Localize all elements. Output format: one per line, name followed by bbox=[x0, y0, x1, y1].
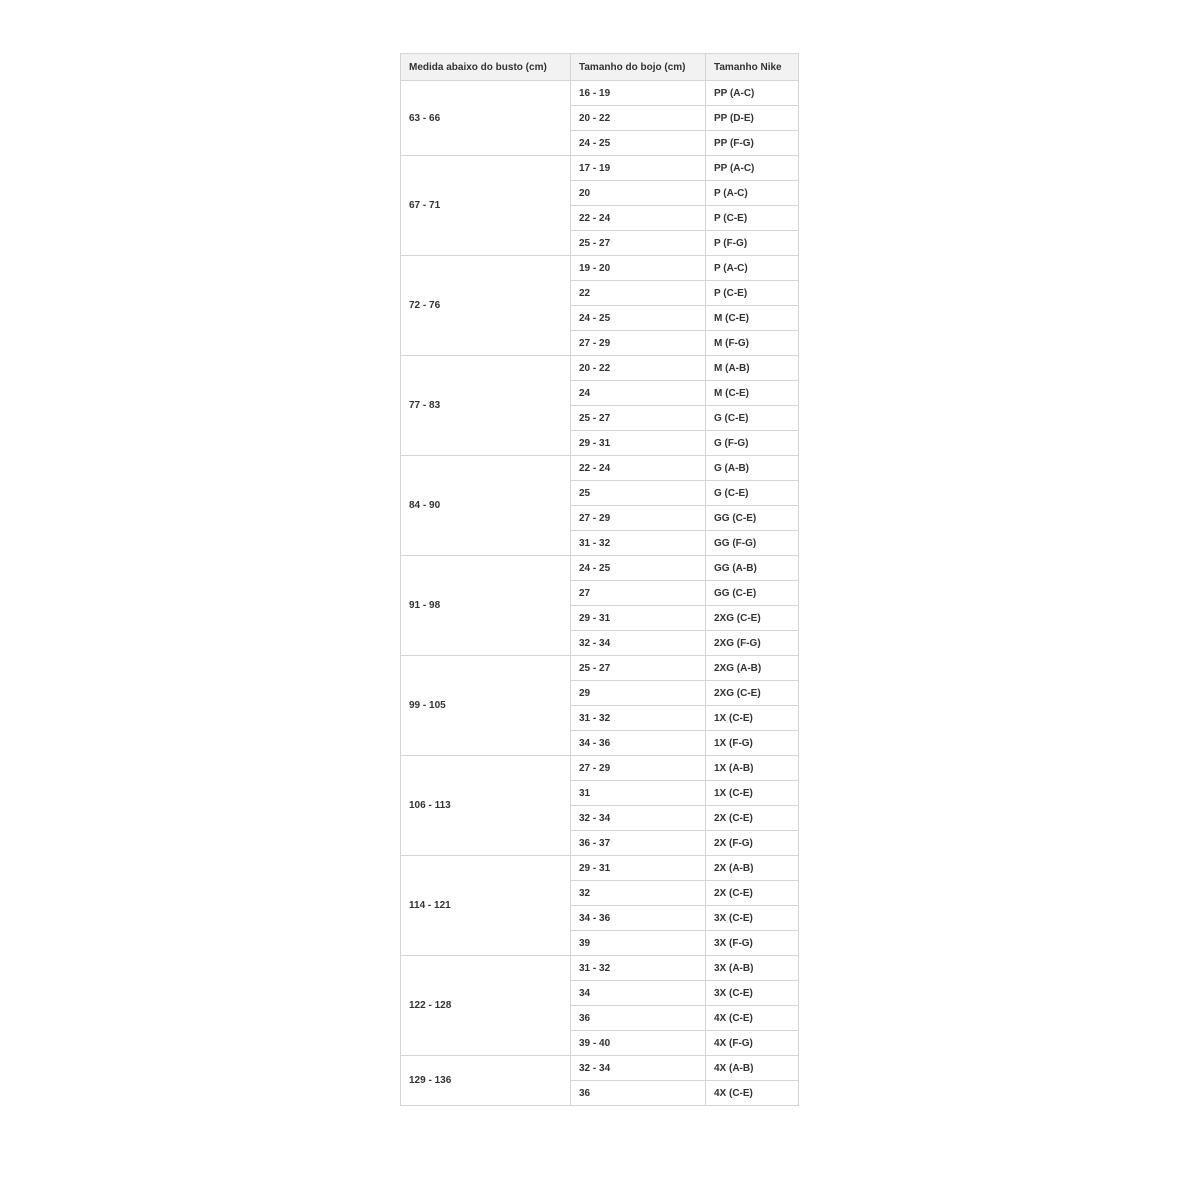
nike-size-cell: 3X (C-E) bbox=[706, 906, 799, 931]
nike-size-cell: 2X (C-E) bbox=[706, 881, 799, 906]
header-cup-size: Tamanho do bojo (cm) bbox=[571, 54, 706, 81]
header-nike-size: Tamanho Nike bbox=[706, 54, 799, 81]
nike-size-cell: M (C-E) bbox=[706, 306, 799, 331]
nike-size-cell: G (C-E) bbox=[706, 481, 799, 506]
nike-size-cell: G (C-E) bbox=[706, 406, 799, 431]
cup-size-cell: 34 - 36 bbox=[571, 906, 706, 931]
nike-size-cell: M (F-G) bbox=[706, 331, 799, 356]
cup-size-cell: 39 bbox=[571, 931, 706, 956]
cup-size-cell: 25 - 27 bbox=[571, 231, 706, 256]
nike-size-cell: 2XG (A-B) bbox=[706, 656, 799, 681]
nike-size-cell: G (A-B) bbox=[706, 456, 799, 481]
cup-size-cell: 36 - 37 bbox=[571, 831, 706, 856]
table-body bbox=[401, 81, 799, 1106]
cup-size-cell: 20 - 22 bbox=[571, 106, 706, 131]
nike-size-cell: 3X (C-E) bbox=[706, 981, 799, 1006]
underbust-cell: 99 - 105 bbox=[401, 656, 571, 756]
nike-size-cell: G (F-G) bbox=[706, 431, 799, 456]
table-row bbox=[401, 256, 799, 281]
underbust-cell: 114 - 121 bbox=[401, 856, 571, 956]
nike-size-cell: 4X (F-G) bbox=[706, 1031, 799, 1056]
underbust-cell: 77 - 83 bbox=[401, 356, 571, 456]
nike-size-cell: 3X (A-B) bbox=[706, 956, 799, 981]
cup-size-cell: 27 - 29 bbox=[571, 506, 706, 531]
cup-size-cell: 24 bbox=[571, 381, 706, 406]
table-header bbox=[401, 54, 799, 81]
cup-size-cell: 16 - 19 bbox=[571, 81, 706, 106]
nike-size-cell: PP (A-C) bbox=[706, 156, 799, 181]
underbust-cell: 129 - 136 bbox=[401, 1056, 571, 1106]
cup-size-cell: 29 - 31 bbox=[571, 606, 706, 631]
nike-size-cell: GG (C-E) bbox=[706, 581, 799, 606]
nike-size-cell: 1X (A-B) bbox=[706, 756, 799, 781]
nike-size-cell: P (F-G) bbox=[706, 231, 799, 256]
nike-size-cell: P (C-E) bbox=[706, 206, 799, 231]
nike-size-cell: P (C-E) bbox=[706, 281, 799, 306]
underbust-cell: 84 - 90 bbox=[401, 456, 571, 556]
cup-size-cell: 22 bbox=[571, 281, 706, 306]
table-row bbox=[401, 556, 799, 581]
cup-size-cell: 32 - 34 bbox=[571, 1056, 706, 1081]
table-row bbox=[401, 656, 799, 681]
nike-size-cell: 2XG (C-E) bbox=[706, 681, 799, 706]
cup-size-cell: 25 - 27 bbox=[571, 656, 706, 681]
nike-size-cell: 4X (C-E) bbox=[706, 1081, 799, 1106]
cup-size-cell: 27 - 29 bbox=[571, 331, 706, 356]
table-row bbox=[401, 1056, 799, 1081]
header-underbust: Medida abaixo do busto (cm) bbox=[401, 54, 571, 81]
cup-size-cell: 24 - 25 bbox=[571, 131, 706, 156]
cup-size-cell: 24 - 25 bbox=[571, 556, 706, 581]
nike-size-cell: GG (A-B) bbox=[706, 556, 799, 581]
cup-size-cell: 29 bbox=[571, 681, 706, 706]
cup-size-cell: 29 - 31 bbox=[571, 856, 706, 881]
cup-size-cell: 32 bbox=[571, 881, 706, 906]
underbust-cell: 67 - 71 bbox=[401, 156, 571, 256]
cup-size-cell: 27 - 29 bbox=[571, 756, 706, 781]
cup-size-cell: 32 - 34 bbox=[571, 806, 706, 831]
cup-size-cell: 31 - 32 bbox=[571, 706, 706, 731]
underbust-cell: 106 - 113 bbox=[401, 756, 571, 856]
nike-size-cell: 2XG (C-E) bbox=[706, 606, 799, 631]
cup-size-cell: 20 bbox=[571, 181, 706, 206]
nike-size-cell: PP (A-C) bbox=[706, 81, 799, 106]
nike-size-cell: 1X (F-G) bbox=[706, 731, 799, 756]
table-row bbox=[401, 456, 799, 481]
nike-size-cell: 4X (A-B) bbox=[706, 1056, 799, 1081]
table-row bbox=[401, 81, 799, 106]
cup-size-cell: 32 - 34 bbox=[571, 631, 706, 656]
nike-size-cell: GG (F-G) bbox=[706, 531, 799, 556]
underbust-cell: 91 - 98 bbox=[401, 556, 571, 656]
cup-size-cell: 39 - 40 bbox=[571, 1031, 706, 1056]
nike-size-cell: 1X (C-E) bbox=[706, 781, 799, 806]
table-row bbox=[401, 956, 799, 981]
nike-size-cell: GG (C-E) bbox=[706, 506, 799, 531]
nike-size-cell: PP (F-G) bbox=[706, 131, 799, 156]
underbust-cell: 72 - 76 bbox=[401, 256, 571, 356]
cup-size-cell: 34 bbox=[571, 981, 706, 1006]
cup-size-cell: 19 - 20 bbox=[571, 256, 706, 281]
table-row bbox=[401, 356, 799, 381]
nike-size-cell: PP (D-E) bbox=[706, 106, 799, 131]
cup-size-cell: 22 - 24 bbox=[571, 456, 706, 481]
table-row bbox=[401, 856, 799, 881]
nike-size-cell: 2X (F-G) bbox=[706, 831, 799, 856]
nike-size-cell: 3X (F-G) bbox=[706, 931, 799, 956]
underbust-cell: 122 - 128 bbox=[401, 956, 571, 1056]
cup-size-cell: 25 - 27 bbox=[571, 406, 706, 431]
underbust-cell: 63 - 66 bbox=[401, 81, 571, 156]
cup-size-cell: 24 - 25 bbox=[571, 306, 706, 331]
cup-size-cell: 17 - 19 bbox=[571, 156, 706, 181]
cup-size-cell: 29 - 31 bbox=[571, 431, 706, 456]
cup-size-cell: 36 bbox=[571, 1081, 706, 1106]
table-row bbox=[401, 756, 799, 781]
cup-size-cell: 27 bbox=[571, 581, 706, 606]
nike-size-cell: P (A-C) bbox=[706, 256, 799, 281]
cup-size-cell: 31 bbox=[571, 781, 706, 806]
cup-size-cell: 20 - 22 bbox=[571, 356, 706, 381]
nike-size-cell: M (A-B) bbox=[706, 356, 799, 381]
cup-size-cell: 36 bbox=[571, 1006, 706, 1031]
table-row bbox=[401, 156, 799, 181]
nike-size-cell: 4X (C-E) bbox=[706, 1006, 799, 1031]
nike-size-cell: P (A-C) bbox=[706, 181, 799, 206]
header-row bbox=[401, 54, 799, 81]
cup-size-cell: 25 bbox=[571, 481, 706, 506]
nike-size-cell: 2X (A-B) bbox=[706, 856, 799, 881]
cup-size-cell: 31 - 32 bbox=[571, 531, 706, 556]
nike-size-cell: M (C-E) bbox=[706, 381, 799, 406]
cup-size-cell: 34 - 36 bbox=[571, 731, 706, 756]
nike-size-cell: 2X (C-E) bbox=[706, 806, 799, 831]
nike-size-cell: 2XG (F-G) bbox=[706, 631, 799, 656]
cup-size-cell: 22 - 24 bbox=[571, 206, 706, 231]
nike-size-cell: 1X (C-E) bbox=[706, 706, 799, 731]
cup-size-cell: 31 - 32 bbox=[571, 956, 706, 981]
size-chart-table bbox=[400, 53, 799, 1106]
